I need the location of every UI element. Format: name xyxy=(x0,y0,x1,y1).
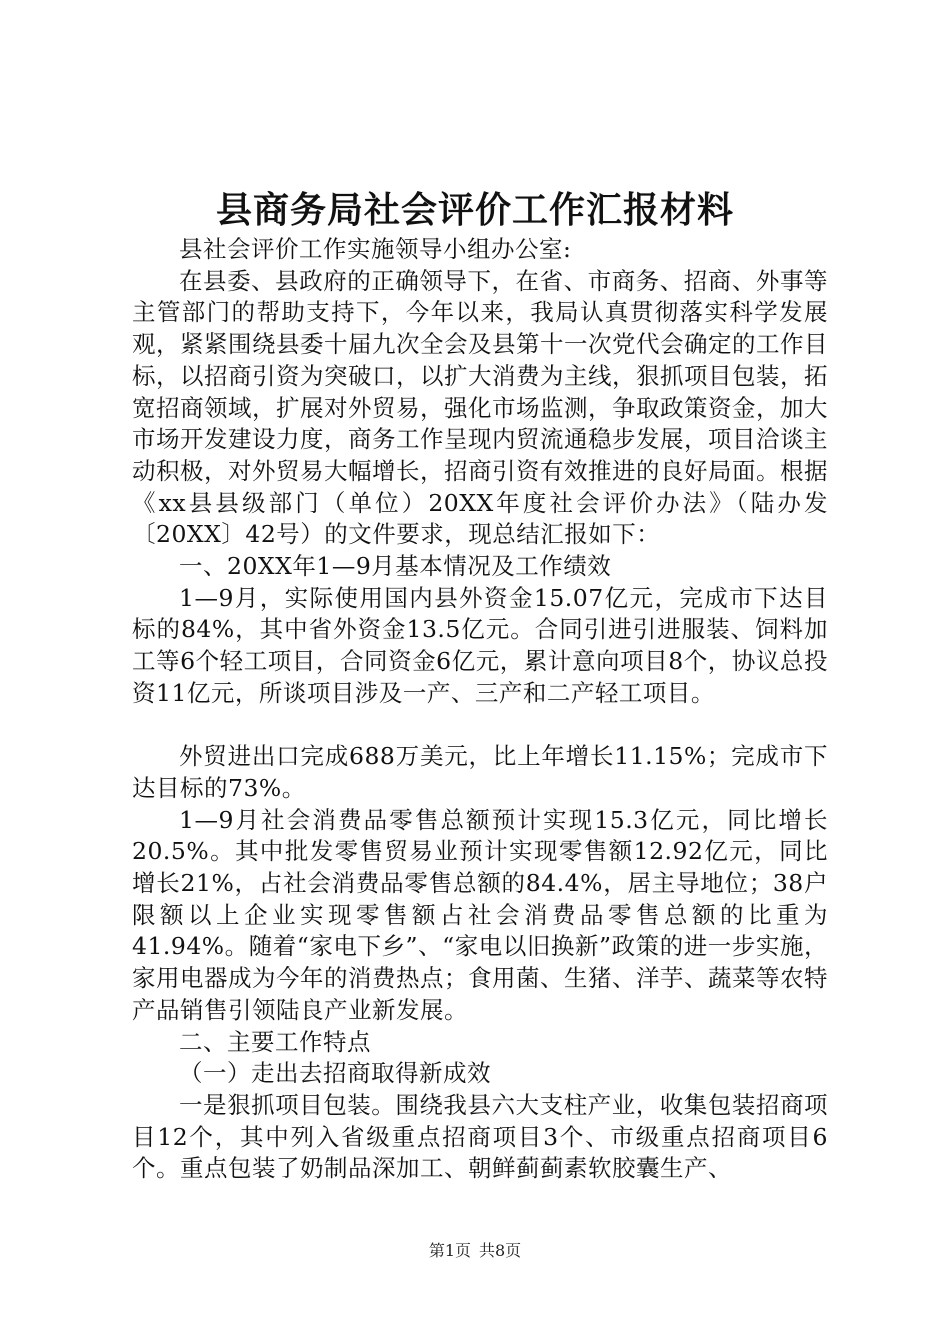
subsection-heading-1: （一）走出去招商取得新成效 xyxy=(179,1059,491,1088)
intro-paragraph: 在县委、县政府的正确领导下，在省、市商务、招商、外事等主管部门的帮助支持下，今年以来，我局认真贯彻落实科学发展观，紧紧围绕县委十届九次全会及县第十一次党代会确定的工作目标，以招商引资为突破口，以扩大消费为主线，狠抓项目包装，拓宽招商领域，扩展对外贸易，强化市场监测，争取政策资金，加大市场开发建设力度，商务工作呈现内贸流通稳步发展，项目洽谈主动积极，对外贸易大幅增长，招商引资有效推进的良好局面。根据《xx县县级部门（单位）20XX年度社会评价办法》（陆办发〔20XX〕42号）的文件要求，现总结汇报如下： xyxy=(132,266,828,549)
page-footer xyxy=(0,1240,950,1262)
section-heading-1: 一、20XX年1—9月基本情况及工作绩效 xyxy=(179,552,612,581)
project-packaging-paragraph: 一是狠抓项目包装。围绕我县六大支柱产业，收集包装招商项目12个，其中列入省级重点招商项目3个、市级重点招商项目6个。重点包装了奶制品深加工、朝鲜蓟蓟素软胶囊生产、 xyxy=(132,1090,828,1183)
investment-paragraph: 1—9月，实际使用国内县外资金15.07亿元，完成市下达目标的84%，其中省外资金13.5亿元。合同引进引进服装、饲料加工等6个轻工项目，合同资金6亿元，累计意向项目8个，协议总投资11亿元，所谈项目涉及一产、三产和二产轻工项目。 xyxy=(132,583,828,707)
document-body xyxy=(132,234,828,1185)
page-number: 第1页 xyxy=(428,1241,471,1260)
section-heading-2: 二、主要工作特点 xyxy=(179,1027,371,1056)
page-total: 共8页 xyxy=(479,1241,522,1260)
retail-paragraph: 1—9月社会消费品零售总额预计实现15.3亿元，同比增长20.5%。其中批发零售贸易业预计实现零售额12.92亿元，同比增长21%，占社会消费品零售总额的84.4%，居主导地位；38户限额以上企业实现零售额占社会消费品零售总额的比重为41.94%。随着“家电下乡”、“家电以旧换新”政策的进一步实施，家用电器成为今年的消费热点；食用菌、生猪、洋芋、蔬菜等农特产品销售引领陆良产业新发展。 xyxy=(132,805,828,1024)
salutation-paragraph: 县社会评价工作实施领导小组办公室: xyxy=(179,235,572,263)
document-title: 县商务局社会评价工作汇报材料 xyxy=(215,189,734,231)
trade-paragraph: 外贸进出口完成688万美元，比上年增长11.15%；完成市下达目标的73%。 xyxy=(132,742,828,802)
